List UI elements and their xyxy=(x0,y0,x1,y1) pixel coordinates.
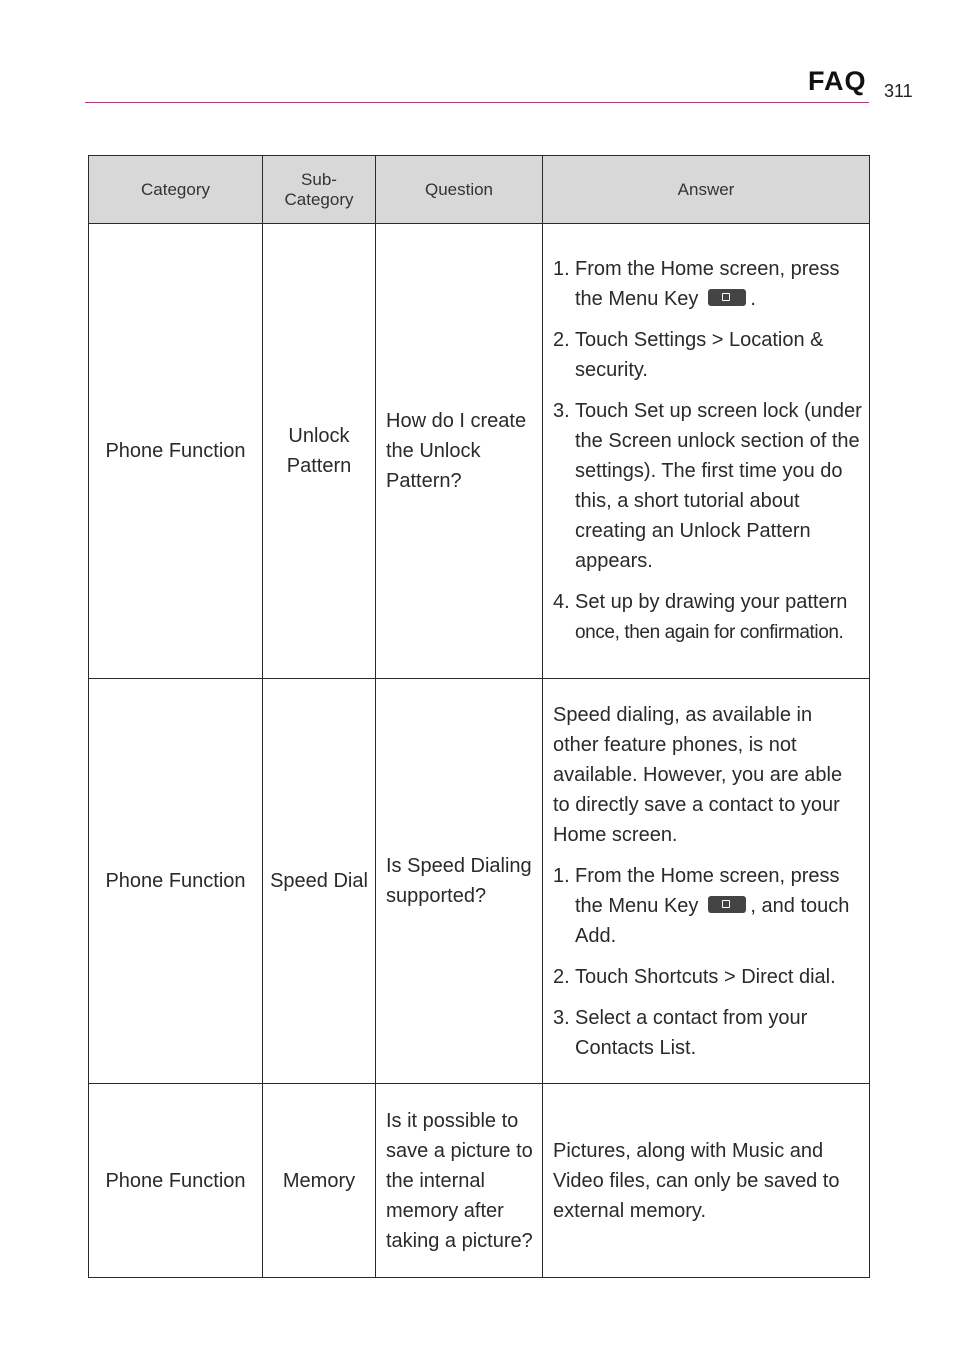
step-number: 4. xyxy=(553,591,570,613)
column-header-sub-category: Sub- Category xyxy=(263,156,376,224)
page-number: 311 xyxy=(884,81,913,101)
step-text: From the Home screen, press the Menu Key xyxy=(575,864,840,917)
step-number: 3. xyxy=(553,1006,570,1029)
step-text-suffix: , and touch Add. xyxy=(575,894,850,947)
table-row xyxy=(89,224,870,679)
column-header-question: Question xyxy=(376,156,543,224)
step-text-suffix: . xyxy=(750,288,756,310)
step-text: Select a contact from your Contacts List. xyxy=(575,1006,808,1059)
answer-step xyxy=(553,396,863,576)
step-text: Touch Settings > Location & security. xyxy=(575,329,824,381)
header-divider xyxy=(85,102,869,103)
step-number: 3. xyxy=(553,400,570,422)
menu-key-icon xyxy=(708,289,746,306)
menu-key-icon xyxy=(708,896,746,913)
answer-step xyxy=(553,962,863,992)
step-text-continued: once, then again for confirmation. xyxy=(575,622,844,643)
step-number: 2. xyxy=(553,965,570,988)
cell-sub-category: Speed Dial xyxy=(263,679,376,1084)
cell-sub-category: Unlock Pattern xyxy=(263,224,376,679)
answer-steps xyxy=(553,861,863,1063)
step-number: 1. xyxy=(553,864,570,887)
column-header-category: Category xyxy=(89,156,263,224)
cell-category: Phone Function xyxy=(89,1084,263,1278)
cell-question: How do I create the Unlock Pattern? xyxy=(376,224,543,679)
answer-step xyxy=(553,587,863,648)
cell-question: Is Speed Dialing supported? xyxy=(376,679,543,1084)
cell-answer xyxy=(543,224,870,679)
table-header-row xyxy=(89,156,870,224)
answer-step xyxy=(553,325,863,385)
answer-step xyxy=(553,254,863,314)
cell-sub-category: Memory xyxy=(263,1084,376,1278)
step-text: Touch Set up screen lock (under the Screen unlock section of the settings). The first time you do this, a short tutorial about creating an Unlock Pattern appears. xyxy=(575,400,862,572)
cell-category: Phone Function xyxy=(89,224,263,679)
faq-table xyxy=(88,155,870,1278)
step-number: 1. xyxy=(553,258,570,280)
step-text: Touch Shortcuts > Direct dial. xyxy=(575,965,836,988)
answer-step xyxy=(553,1003,863,1063)
answer-step xyxy=(553,861,863,951)
cell-question: Is it possible to save a picture to the internal memory after taking a picture? xyxy=(376,1084,543,1278)
cell-category: Phone Function xyxy=(89,679,263,1084)
answer-intro: Speed dialing, as available in other feature phones, is not available. However, you are able to directly save a contact to your Home screen. xyxy=(553,703,843,846)
page-title: FAQ xyxy=(808,66,867,96)
cell-answer: Pictures, along with Music and Video files, can only be saved to external memory. xyxy=(543,1084,870,1278)
table-row xyxy=(89,679,870,1084)
step-text: From the Home screen, press the Menu Key xyxy=(575,258,840,310)
column-header-answer: Answer xyxy=(543,156,870,224)
step-text: Set up by drawing your pattern xyxy=(575,591,848,613)
answer-steps xyxy=(553,254,863,648)
step-number: 2. xyxy=(553,329,570,351)
table-row xyxy=(89,1084,870,1278)
cell-answer xyxy=(543,679,870,1084)
